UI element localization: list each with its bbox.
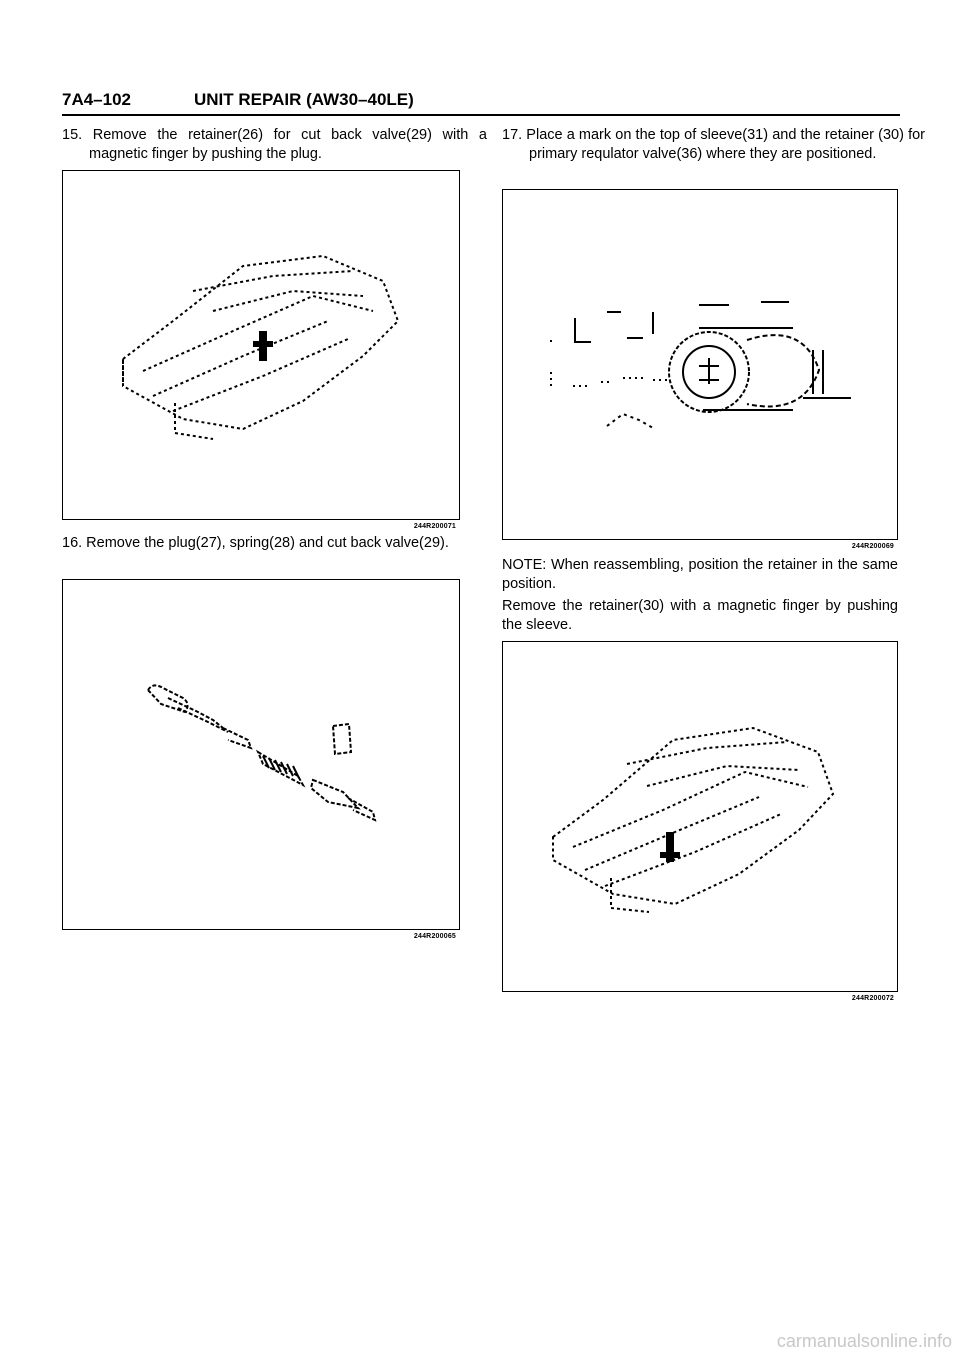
valve-body-illustration	[63, 171, 459, 519]
instruction-text: Remove the retainer(30) with a magnetic finger by pushing the sleeve.	[502, 598, 898, 633]
step-15-text: 15. Remove the retainer(26) for cut back valve(29) with a magnetic finger by pushing the plug.	[62, 127, 487, 162]
valve-body-illustration	[503, 642, 897, 991]
sleeve-illustration	[503, 190, 897, 539]
page-header	[62, 88, 900, 116]
figure-valve-body-retainer	[62, 170, 460, 530]
figure-sleeve-retainer-mark	[502, 189, 898, 550]
note-text: NOTE: When reassembling, position the retainer in the same position.	[502, 557, 898, 592]
step-16-text: 16. Remove the plug(27), spring(28) and cut back valve(29).	[62, 535, 449, 551]
figure-id: 244R200071	[413, 523, 456, 530]
parts-illustration	[63, 580, 459, 929]
figure-valve-body-sleeve	[502, 641, 898, 1002]
page-number: 7A4–102	[62, 90, 132, 109]
section-title: UNIT REPAIR (AW30–40LE)	[194, 90, 414, 109]
figure-id: 244R200072	[851, 995, 894, 1002]
step-17-text: 17. Place a mark on the top of sleeve(31) and the retainer (30) for primary requlator valve(36) where they are positioned.	[502, 127, 925, 162]
figure-plug-spring-valve	[62, 579, 460, 940]
figure-id: 244R200069	[851, 543, 894, 550]
watermark: carmanualsonline.info	[776, 1331, 952, 1351]
figure-id: 244R200065	[413, 933, 456, 940]
